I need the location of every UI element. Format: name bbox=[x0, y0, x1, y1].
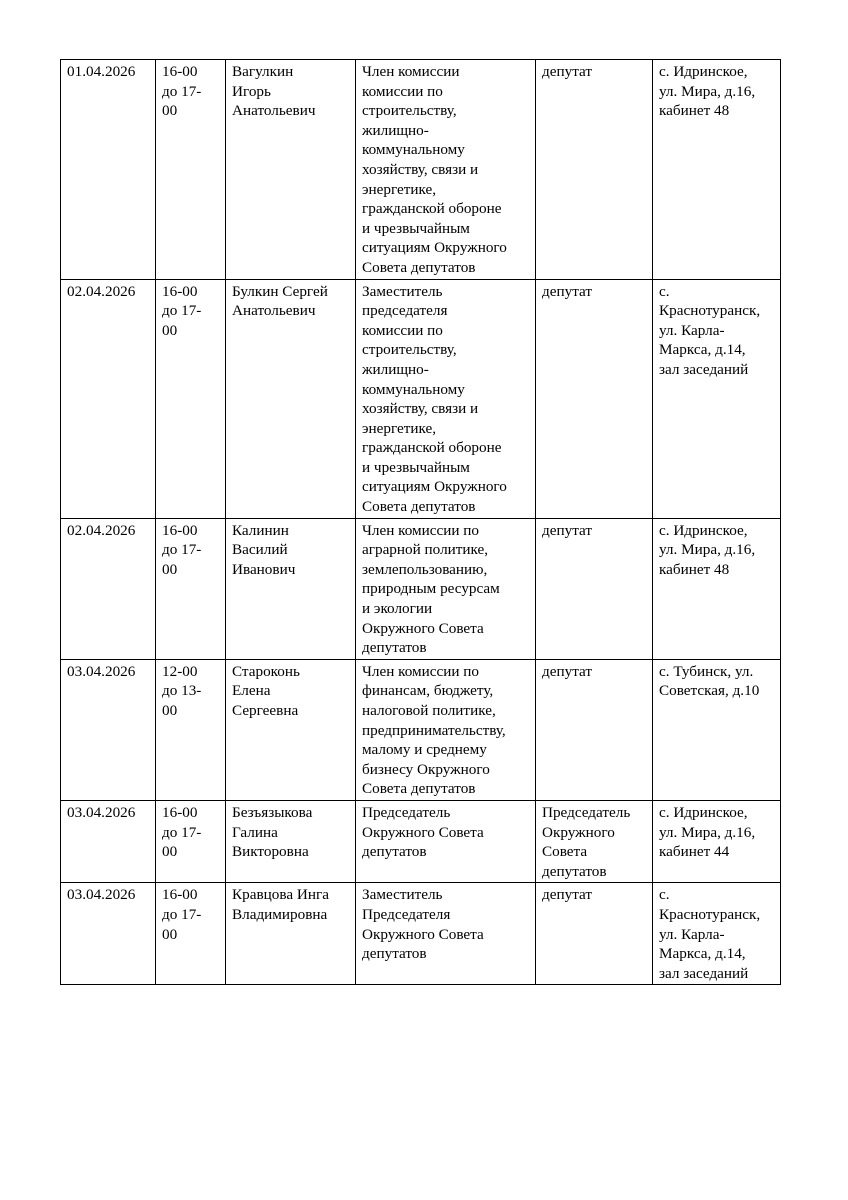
date-cell: 03.04.2026 bbox=[61, 883, 156, 985]
name-cell: Калинин Василий Иванович bbox=[226, 518, 356, 659]
reception-schedule-table bbox=[60, 59, 781, 985]
document-page bbox=[60, 59, 780, 985]
time-cell: 16-00 до 17- 00 bbox=[156, 518, 226, 659]
role-cell: депутат bbox=[536, 60, 653, 280]
role-cell: Председатель Окружного Совета депутатов bbox=[536, 800, 653, 882]
date-cell: 03.04.2026 bbox=[61, 659, 156, 800]
address-cell: с. Идринское, ул. Мира, д.16, кабинет 44 bbox=[653, 800, 781, 882]
time-cell: 16-00 до 17- 00 bbox=[156, 883, 226, 985]
date-cell: 02.04.2026 bbox=[61, 279, 156, 518]
table-row bbox=[61, 883, 781, 985]
time-cell: 16-00 до 17- 00 bbox=[156, 279, 226, 518]
role-cell: депутат bbox=[536, 518, 653, 659]
table-row bbox=[61, 60, 781, 280]
table-row bbox=[61, 279, 781, 518]
name-cell: Староконь Елена Сергеевна bbox=[226, 659, 356, 800]
position-cell: Заместитель Председателя Окружного Совета депутатов bbox=[356, 883, 536, 985]
date-cell: 01.04.2026 bbox=[61, 60, 156, 280]
date-cell: 02.04.2026 bbox=[61, 518, 156, 659]
table-row bbox=[61, 518, 781, 659]
address-cell: с. Идринское, ул. Мира, д.16, кабинет 48 bbox=[653, 60, 781, 280]
name-cell: Кравцова Инга Владимировна bbox=[226, 883, 356, 985]
address-cell: с. Тубинск, ул. Советская, д.10 bbox=[653, 659, 781, 800]
address-cell: с. Краснотуранск, ул. Карла- Маркса, д.14, зал заседаний bbox=[653, 883, 781, 985]
role-cell: депутат bbox=[536, 279, 653, 518]
position-cell: Член комиссии комиссии по строительству, жилищно- коммунальному хозяйству, связи и энергетике, гражданской обороне и чрезвычайным ситуациям Окружного Совета депутатов bbox=[356, 60, 536, 280]
name-cell: Булкин Сергей Анатольевич bbox=[226, 279, 356, 518]
table-row bbox=[61, 800, 781, 882]
time-cell: 16-00 до 17- 00 bbox=[156, 800, 226, 882]
date-cell: 03.04.2026 bbox=[61, 800, 156, 882]
name-cell: Вагулкин Игорь Анатольевич bbox=[226, 60, 356, 280]
position-cell: Член комиссии по аграрной политике, землепользованию, природным ресурсам и экологии Окружного Совета депутатов bbox=[356, 518, 536, 659]
address-cell: с. Идринское, ул. Мира, д.16, кабинет 48 bbox=[653, 518, 781, 659]
position-cell: Член комиссии по финансам, бюджету, налоговой политике, предпринимательству, малому и среднему бизнесу Окружного Совета депутатов bbox=[356, 659, 536, 800]
address-cell: с. Краснотуранск, ул. Карла- Маркса, д.14, зал заседаний bbox=[653, 279, 781, 518]
name-cell: Безъязыкова Галина Викторовна bbox=[226, 800, 356, 882]
position-cell: Председатель Окружного Совета депутатов bbox=[356, 800, 536, 882]
table-row bbox=[61, 659, 781, 800]
time-cell: 12-00 до 13- 00 bbox=[156, 659, 226, 800]
role-cell: депутат bbox=[536, 659, 653, 800]
role-cell: депутат bbox=[536, 883, 653, 985]
time-cell: 16-00 до 17- 00 bbox=[156, 60, 226, 280]
position-cell: Заместитель председателя комиссии по строительству, жилищно- коммунальному хозяйству, связи и энергетике, гражданской обороне и чрезвычайным ситуациям Окружного Совета депутатов bbox=[356, 279, 536, 518]
